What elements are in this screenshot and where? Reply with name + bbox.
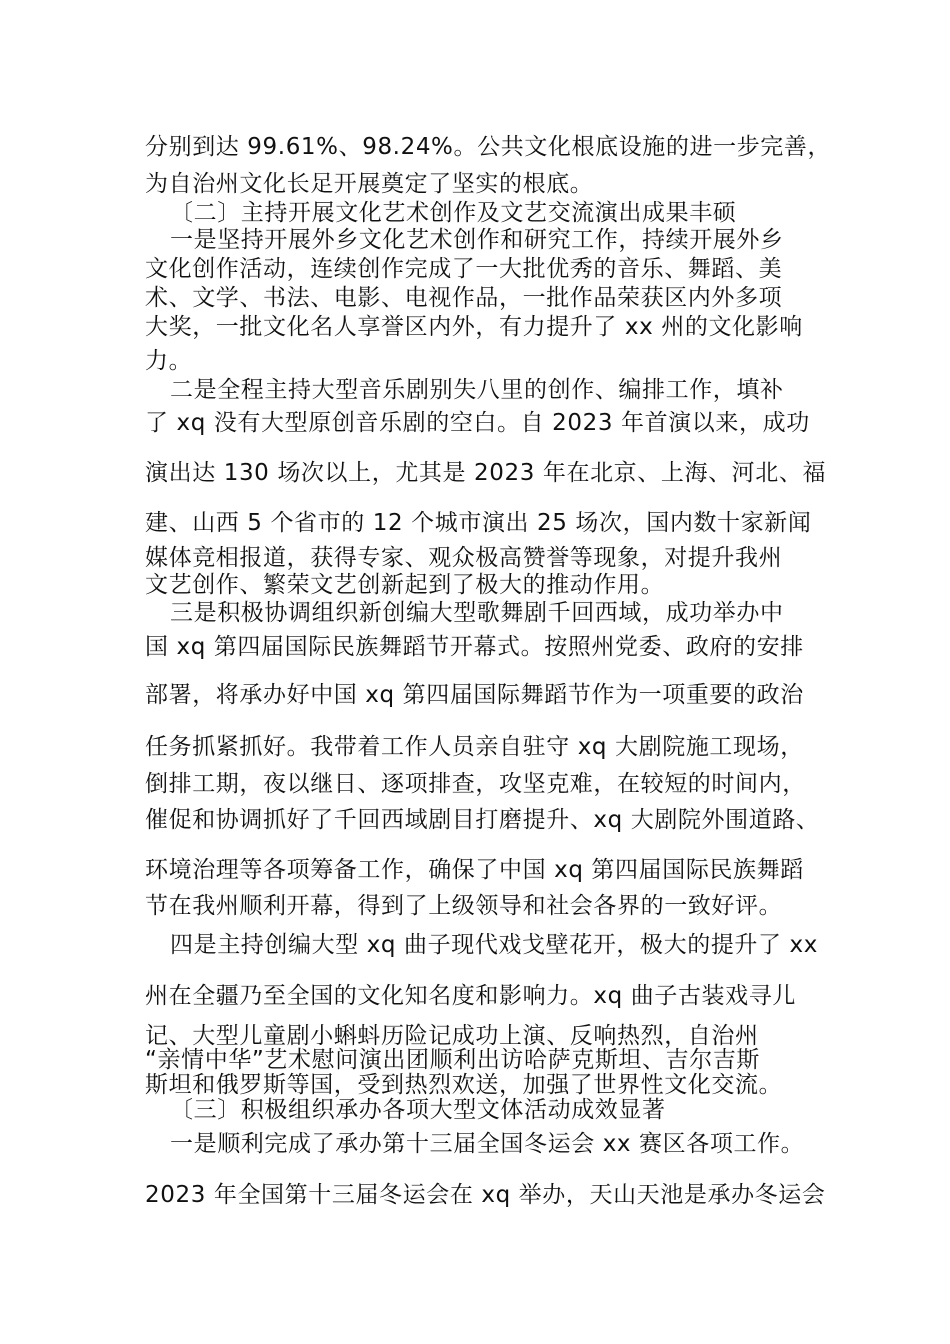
text-line: 催促和协调抓好了千回西域剧目打磨提升、xq 大剧院外围道路、 bbox=[145, 807, 820, 833]
text-line: 了 xq 没有大型原创音乐剧的空白。自 2023 年首演以来，成功 bbox=[145, 410, 810, 436]
text-line: 2023 年全国第十三届冬运会在 xq 举办，天山天池是承办冬运会 bbox=[145, 1182, 826, 1208]
text-line: 州在全疆乃至全国的文化知名度和影响力。xq 曲子古装戏寻儿 bbox=[145, 983, 796, 1009]
text-line: 建、山西 5 个省市的 12 个城市演出 25 场次，国内数十家新闻 bbox=[145, 510, 812, 536]
paragraph-line: 一是坚持开展外乡文化艺术创作和研究工作，持续开展外乡 bbox=[170, 227, 784, 253]
paragraph-line: 一是顺利完成了承办第十三届全国冬运会 xx 赛区各项工作。 bbox=[170, 1131, 805, 1157]
text-line: 术、文学、书法、电影、电视作品，一批作品荣获区内外多项 bbox=[145, 285, 783, 311]
text-line: 部署，将承办好中国 xq 第四届国际舞蹈节作为一项重要的政治 bbox=[145, 682, 804, 708]
section-heading: 〔二〕主持开展文化艺术创作及文艺交流演出成果丰硕 bbox=[170, 200, 737, 226]
text-line: 文艺创作、繁荣文艺创新起到了极大的推动作用。 bbox=[145, 572, 665, 598]
paragraph-line: 三是积极协调组织新创编大型歌舞剧千回西域，成功举办中 bbox=[170, 600, 784, 626]
text-line: 为自治州文化长足开展奠定了坚实的根底。 bbox=[145, 171, 594, 197]
text-line: 媒体竞相报道，获得专家、观众极高赞誉等现象，对提升我州 bbox=[145, 545, 783, 571]
text-line: 力。 bbox=[145, 348, 193, 374]
section-heading: 〔三〕积极组织承办各项大型文体活动成效显著 bbox=[170, 1097, 666, 1123]
text-line: 国 xq 第四届国际民族舞蹈节开幕式。按照州党委、政府的安排 bbox=[145, 634, 804, 660]
text-line: 倒排工期，夜以继日、逐项排查，攻坚克难，在较短的时间内， bbox=[145, 771, 806, 797]
text-line: 演出达 130 场次以上，尤其是 2023 年在北京、上海、河北、福 bbox=[145, 460, 827, 486]
text-line: 环境治理等各项筹备工作，确保了中国 xq 第四届国际民族舞蹈 bbox=[145, 857, 804, 883]
text-line: 节在我州顺利开幕，得到了上级领导和社会各界的一致好评。 bbox=[145, 893, 783, 919]
text-line: 记、大型儿童剧小蝌蚪历险记成功上演、反响热烈，自治州 bbox=[145, 1023, 759, 1049]
text-line: 文化创作活动，连续创作完成了一大批优秀的音乐、舞蹈、美 bbox=[145, 256, 783, 282]
text-line: 任务抓紧抓好。我带着工作人员亲自驻守 xq 大剧院施工现场， bbox=[145, 734, 804, 760]
paragraph-line: 二是全程主持大型音乐剧别失八里的创作、编排工作，填补 bbox=[170, 377, 784, 403]
text-line: “亲情中华”艺术慰问演出团顺利出访哈萨克斯坦、吉尔吉斯 bbox=[145, 1047, 761, 1073]
paragraph-line: 四是主持创编大型 xq 曲子现代戏戈壁花开，极大的提升了 xx bbox=[170, 932, 818, 958]
text-line: 大奖，一批文化名人享誉区内外，有力提升了 xx 州的文化影响 bbox=[145, 314, 803, 340]
text-line: 斯坦和俄罗斯等国，受到热烈欢送，加强了世界性文化交流。 bbox=[145, 1072, 783, 1098]
text-line: 分别到达 99.61%、98.24%。公共文化根底设施的进一步完善， bbox=[145, 134, 832, 160]
